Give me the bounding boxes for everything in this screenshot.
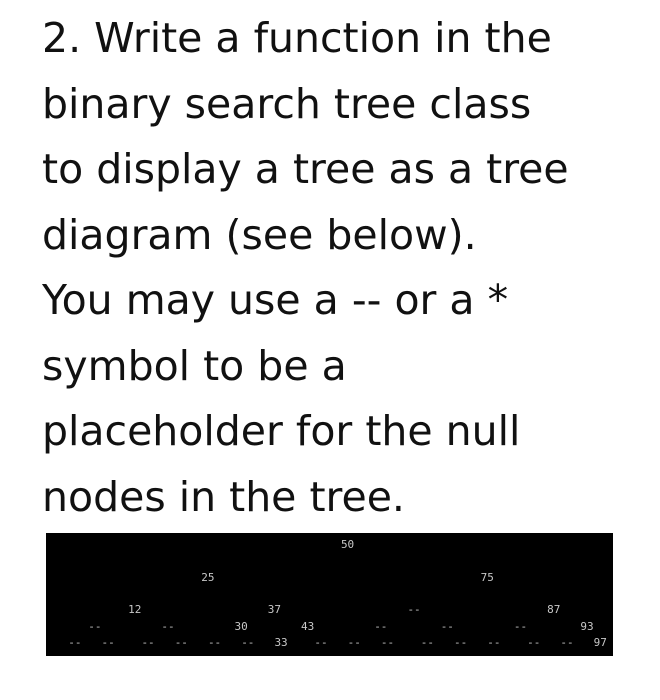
null-node-placeholder: -- — [314, 636, 328, 649]
null-node-placeholder: -- — [88, 620, 102, 633]
question-line: symbol to be a — [42, 341, 347, 390]
null-node-placeholder: -- — [161, 620, 175, 633]
question-line: binary search tree class — [42, 79, 532, 128]
null-node-placeholder: -- — [347, 636, 361, 649]
question-line: diagram (see below). — [42, 210, 477, 259]
null-node-placeholder: -- — [454, 636, 468, 649]
null-node-placeholder: -- — [174, 636, 188, 649]
null-node-placeholder: -- — [560, 636, 574, 649]
tree-node-value: 50 — [340, 538, 355, 551]
null-node-placeholder: -- — [374, 620, 388, 633]
tree-node-value: 93 — [580, 620, 594, 633]
null-node-placeholder: -- — [487, 636, 501, 649]
question-line: to display a tree as a tree — [42, 145, 569, 193]
tree-node-value: 97 — [593, 636, 607, 649]
null-node-placeholder: -- — [513, 620, 528, 633]
tree-node-value: 25 — [201, 571, 215, 584]
question-text — [42, 6, 642, 530]
tree-node-value: 75 — [480, 571, 494, 584]
null-node-placeholder: -- — [241, 636, 255, 649]
question-line: placeholder for the null — [42, 407, 521, 455]
null-node-placeholder: -- — [380, 636, 395, 649]
question-line: You may use a -- or a * — [42, 276, 509, 324]
null-node-placeholder: -- — [440, 620, 454, 633]
null-node-placeholder: -- — [141, 636, 155, 649]
tree-node-value: 12 — [128, 603, 142, 616]
tree-node-value: 37 — [267, 603, 282, 616]
tree-node-value: 43 — [301, 620, 315, 633]
null-node-placeholder: -- — [101, 636, 115, 649]
tree-node-value: 30 — [234, 620, 248, 633]
tree-diagram-console — [46, 533, 613, 656]
tree-node-value: 87 — [547, 603, 561, 616]
question-line: 2. Write a function in the — [42, 14, 552, 62]
null-node-placeholder: -- — [527, 636, 541, 649]
null-node-placeholder: -- — [407, 603, 421, 616]
null-node-placeholder: -- — [68, 636, 82, 649]
tree-node-value: 33 — [274, 636, 288, 649]
null-node-placeholder: -- — [420, 636, 434, 649]
question-line: nodes in the tree. — [42, 472, 405, 521]
null-node-placeholder: -- — [207, 636, 222, 649]
